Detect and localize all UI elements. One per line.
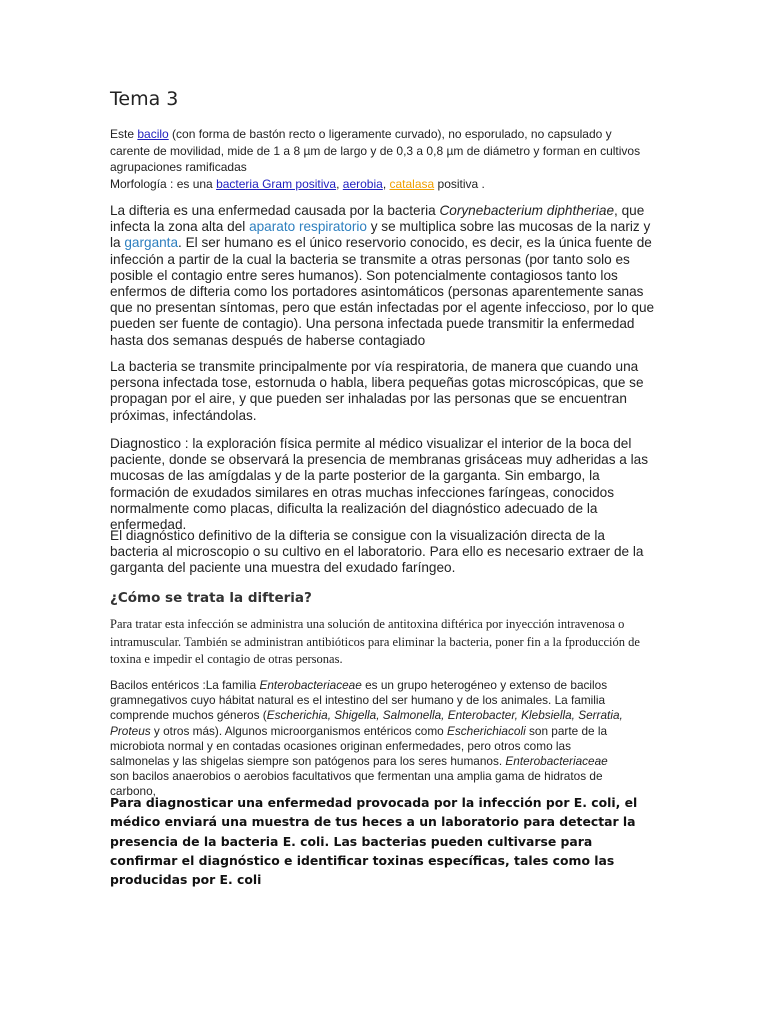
text: , — [336, 177, 343, 191]
italic-text: Enterobacteriaceae — [505, 754, 608, 769]
text: (con forma de bastón recto o ligeramente curvado), no esporulado, no capsulado y carente de movilidad, mide de 1 a 8 µm de largo y de 0,3 a 0,8 µm de diámetro y forman en cultivos agrupaciones ramificadas — [110, 127, 641, 174]
link-aerobia[interactable]: aerobia — [342, 177, 383, 191]
intro-paragraph — [110, 126, 650, 176]
link-aparato-respiratorio[interactable]: aparato respiratorio — [249, 219, 367, 235]
paragraph-bacilos-entericos — [110, 678, 630, 800]
text: y se multiplica sobre las mucosas de la nariz y la — [110, 219, 651, 251]
text: Morfología : es una — [110, 177, 217, 191]
morphology-line — [110, 176, 650, 193]
text: positiva . — [434, 177, 485, 191]
paragraph-transmision: La bacteria se transmite principalmente por vía respiratoria, de manera que cuando una persona infectada tose, estornuda o habla, libera pequeñas gotas microscópicas, que se propagan por el aire, y que pueden ser inhaladas por las personas que se encuentran próximas, infectándolas. — [110, 359, 644, 423]
text: Este — [110, 127, 138, 141]
paragraph-ecoli: Para diagnosticar una enfermedad provocada por la infección por E. coli, el médico enviará una muestra de tus heces a un laboratorio para detectar la presencia de la bacteria E. coli. Las bacterias pueden cultivarse para confirmar el diagnóstico e identificar toxinas específicas, tales como las producidas por E. coli — [110, 795, 638, 888]
text: y otros más). Algunos microorganismos entéricos como — [150, 723, 448, 738]
text: La difteria es una enfermedad causada por la bacteria — [110, 203, 440, 218]
paragraph-diagnostico-definitivo: El diagnóstico definitivo de la difteria se consigue con la visualización directa de la bacteria al microscopio o su cultivo en el laboratorio. Para ello es necesario extraer de la garganta del paciente una muestra del exudado faríngeo. — [110, 528, 644, 576]
paragraph-tratamiento: Para tratar esta infección se administra una solución de antitoxina diftérica por inyección intravenosa o intramuscular. También se administran antibióticos para eliminar la bacteria, poner fin a la fproducción de toxina e impedir el contagio de otras personas. — [110, 617, 640, 666]
link-catalasa[interactable]: catalasa — [389, 177, 435, 191]
paragraph-difteria — [110, 203, 656, 349]
section-heading: ¿Cómo se trata la difteria? — [110, 590, 312, 606]
text: , que infecta la zona alta del — [110, 203, 645, 235]
text: son parte de la microbiota normal y en contadas ocasiones originan enfermedades, pero otros como las salmonelas y las shigelas siempre son patógenos para los seres humanos. — [110, 723, 608, 769]
link-bacilo[interactable]: bacilo — [137, 127, 169, 141]
text: Bacilos entéricos :La familia — [110, 678, 260, 692]
text: . El ser humano es el único reservorio conocido, es decir, es la única fuente de infección a partir de la cual la bacteria se transmite a otras personas (por tanto solo es posible el contagio entre seres humanos). Son potencialmente contagiosos tanto los enfermos de difteria como los portadores asintomáticos (personas aparentemente sanas que no presentan síntomas, pero que están infectadas por el agente infeccioso, por lo que pueden ser fuente de contagio). Una persona infectada puede transmitir la enfermedad hasta dos semanas después de haberse contagiado — [110, 235, 655, 348]
italic-text: Corynebacterium diphtheriae — [439, 203, 615, 218]
text: , — [382, 177, 390, 191]
text: es un grupo heterogéneo y extenso de bacilos gramnegativos cuyo hábitat natural es el intestino del ser humano y de los animales. La familia comprende muchos géneros ( — [110, 678, 608, 723]
italic-text: Escherichia, Shigella, Salmonella, Enterobacter, Klebsiella, Serratia, Proteus — [110, 708, 623, 738]
italic-text: Enterobacteriaceae — [259, 678, 362, 692]
text: son bacilos anaerobios o aerobios facultativos que fermentan una amplia gama de hidratos de carbono, — [110, 769, 603, 799]
link-garganta[interactable]: garganta — [124, 235, 179, 251]
page-title: Tema 3 — [110, 88, 179, 110]
paragraph-diagnostico: Diagnostico : la exploración física permite al médico visualizar el interior de la boca del paciente, donde se observará la presencia de membranas grisáceas muy adheridas a las mucosas de las amígdalas y de la parte posterior de la garganta. Sin embargo, la formación de exudados similares en otras muchas infecciones faríngeas, conocidos normalmente como placas, dificulta la realización del diagnóstico adecuado de la enfermedad. — [110, 436, 649, 533]
link-gram-positiva[interactable]: bacteria Gram positiva — [216, 177, 337, 191]
italic-text: Escherichiacoli — [447, 723, 526, 738]
